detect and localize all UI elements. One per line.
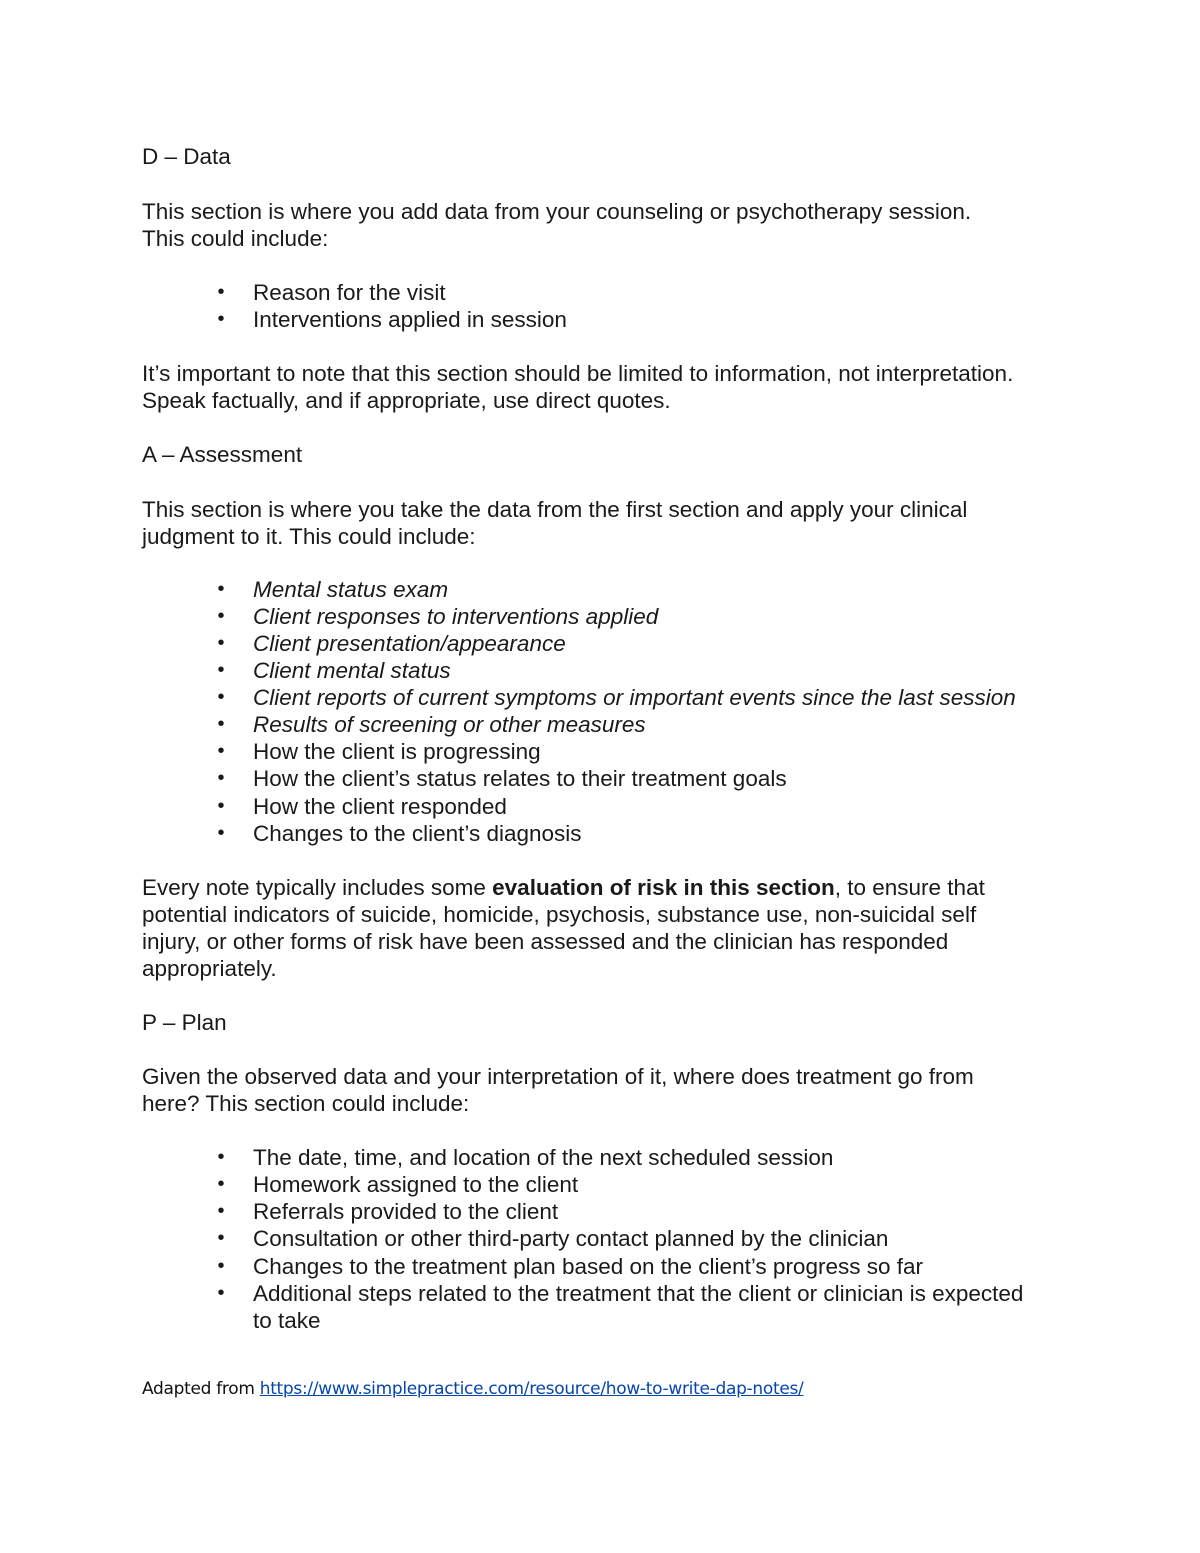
list-item: [0, 1171, 1200, 1198]
list-item-text: Referrals provided to the client: [253, 1199, 559, 1224]
list-item: [0, 576, 1200, 603]
risk-paragraph-line-1: [142, 874, 985, 901]
bullet-icon: •: [217, 605, 225, 627]
plan-heading: P – Plan: [142, 1010, 227, 1035]
assessment-heading: A – Assessment: [142, 442, 303, 467]
plan-intro-line-1: Given the observed data and your interpretation of it, where does treatment go from: [142, 1064, 974, 1089]
list-item-text: How the client responded: [253, 794, 507, 819]
bullet-icon: •: [217, 686, 225, 708]
plan-intro-line-2: here? This section could include:: [142, 1091, 470, 1116]
bullet-icon: •: [217, 308, 225, 330]
list-item-continuation: [0, 1307, 1200, 1334]
list-item-text: Homework assigned to the client: [253, 1172, 579, 1197]
data-intro-line-2: This could include:: [142, 226, 329, 251]
list-item-text: Mental status exam: [253, 577, 449, 602]
assessment-intro-line-1: This section is where you take the data from the first section and apply your clinical: [142, 497, 968, 522]
list-item: [0, 765, 1200, 792]
bullet-icon: •: [217, 822, 225, 844]
list-item: [0, 793, 1200, 820]
list-item: [0, 1144, 1200, 1171]
data-intro-line-1: This section is where you add data from your counseling or psychotherapy session.: [142, 199, 972, 224]
risk-paragraph-line-3: injury, or other forms of risk have been assessed and the clinician has responded: [142, 929, 949, 954]
bullet-icon: •: [217, 740, 225, 762]
list-item-text: How the client’s status relates to their treatment goals: [253, 766, 787, 791]
list-item-text: Additional steps related to the treatment that the client or clinician is expected: [253, 1281, 1024, 1306]
list-item-text: Client responses to interventions applied: [253, 604, 659, 629]
bullet-icon: •: [217, 1227, 225, 1249]
data-note-line-1: It’s important to note that this section should be limited to information, not interpretation.: [142, 361, 1014, 386]
list-item-text: Consultation or other third-party contact planned by the clinician: [253, 1226, 889, 1251]
risk-text-pre: Every note typically includes some: [142, 875, 493, 900]
list-item: [0, 820, 1200, 847]
assessment-intro-line-2: judgment to it. This could include:: [142, 524, 476, 549]
risk-paragraph-line-2: potential indicators of suicide, homicide, psychosis, substance use, non-suicidal self: [142, 902, 977, 927]
source-link[interactable]: https://www.simplepractice.com/resource/how-to-write-dap-notes/: [259, 1379, 804, 1399]
list-item-text: Client mental status: [253, 658, 451, 683]
bullet-icon: •: [217, 795, 225, 817]
list-item-text: Results of screening or other measures: [253, 712, 646, 737]
bullet-icon: •: [217, 767, 225, 789]
list-item: [0, 684, 1200, 711]
list-item-text: Changes to the treatment plan based on the client’s progress so far: [253, 1254, 923, 1279]
list-item: [0, 1280, 1200, 1307]
list-item-text: Interventions applied in session: [253, 307, 567, 332]
list-item: [0, 306, 1200, 333]
risk-text-bold: evaluation of risk in this section: [492, 875, 835, 900]
list-item-text: Client presentation/appearance: [253, 631, 566, 656]
bullet-icon: •: [217, 632, 225, 654]
list-item-text: to take: [253, 1308, 321, 1333]
bullet-icon: •: [217, 1255, 225, 1277]
bullet-icon: •: [217, 578, 225, 600]
bullet-icon: •: [217, 659, 225, 681]
list-item-text: The date, time, and location of the next scheduled session: [253, 1145, 834, 1170]
data-heading: D – Data: [142, 144, 231, 169]
attribution-prefix: Adapted from: [142, 1379, 260, 1399]
list-item-text: Client reports of current symptoms or important events since the last session: [253, 685, 1016, 710]
list-item: [0, 711, 1200, 738]
list-item: [0, 1253, 1200, 1280]
list-item: [0, 630, 1200, 657]
bullet-icon: •: [217, 281, 225, 303]
risk-paragraph-line-4: appropriately.: [142, 956, 277, 981]
list-item: [0, 1225, 1200, 1252]
bullet-icon: •: [217, 1282, 225, 1304]
risk-text-post: , to ensure that: [834, 875, 985, 900]
list-item-text: How the client is progressing: [253, 739, 541, 764]
bullet-icon: •: [217, 713, 225, 735]
source-attribution: [142, 1378, 803, 1400]
bullet-icon: •: [217, 1173, 225, 1195]
list-item: [0, 657, 1200, 684]
bullet-icon: •: [217, 1146, 225, 1168]
bullet-icon: •: [217, 1200, 225, 1222]
list-item: [0, 279, 1200, 306]
list-item-text: Changes to the client’s diagnosis: [253, 821, 582, 846]
list-item: [0, 738, 1200, 765]
data-note-line-2: Speak factually, and if appropriate, use direct quotes.: [142, 388, 671, 413]
list-item: [0, 1198, 1200, 1225]
list-item: [0, 603, 1200, 630]
list-item-text: Reason for the visit: [253, 280, 446, 305]
